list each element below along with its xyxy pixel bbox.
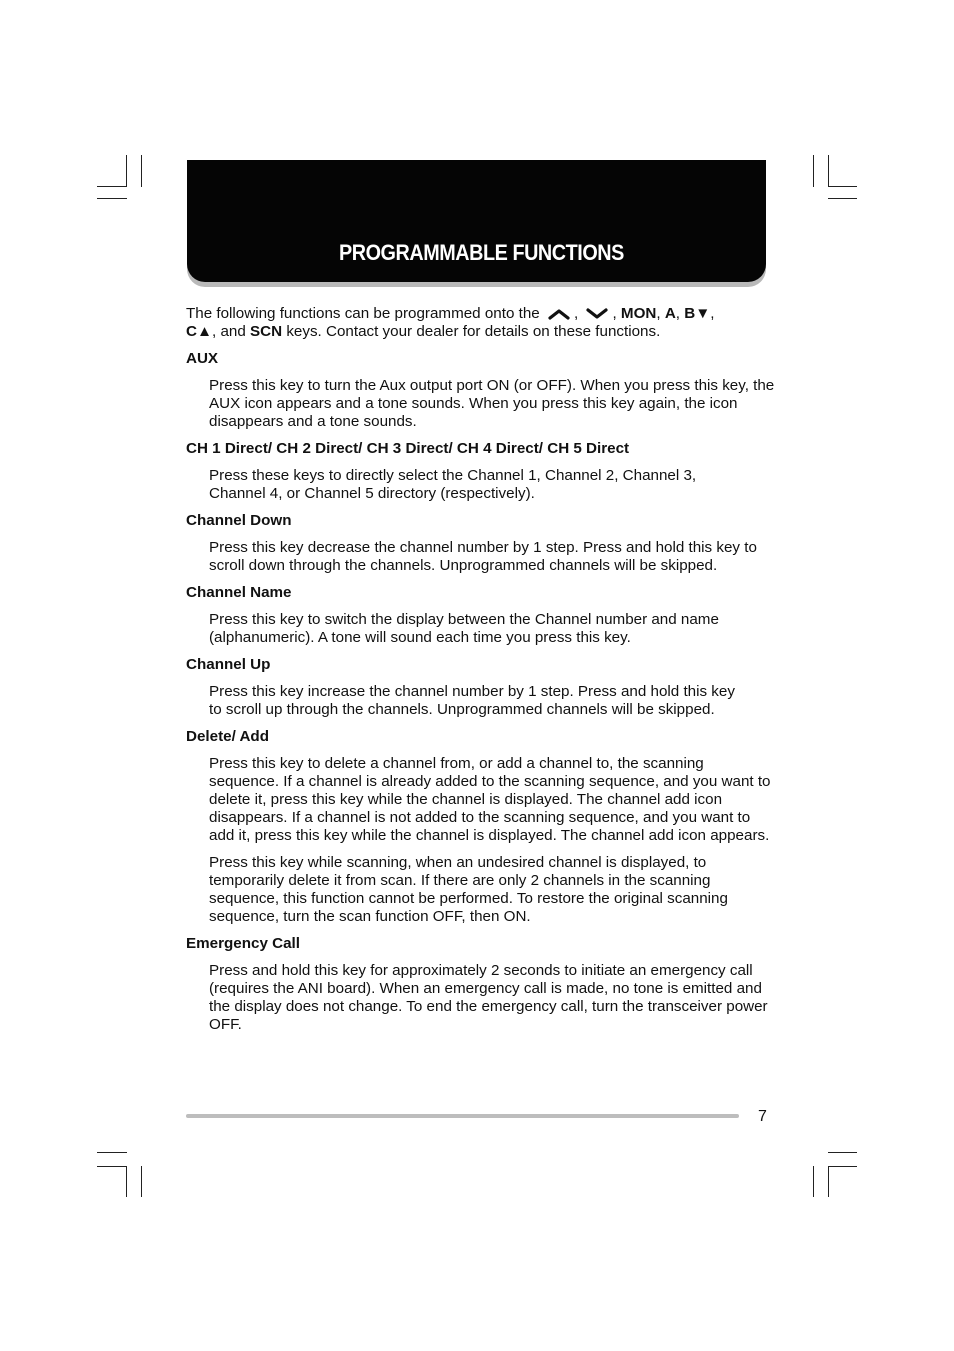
entry-description: Press this key increase the channel number by 1 step. Press and hold this key to scroll up through the channels. Unprogrammed channels will be skipped. [209,683,735,718]
intro-paragraph [186,305,776,341]
crop-mark [813,1166,814,1197]
crop-mark [97,1152,127,1153]
section-banner [187,160,766,282]
entry-title: Channel Down [186,512,292,529]
entry-description: Press and hold this key for approximately 2 seconds to initiate an emergency call (requires the ANI board). When an emergency call is made, no tone is emitted and the display does not change. To end the emergency call, turn the transceiver power OFF. [209,962,768,1033]
main-content [186,305,776,1043]
crop-mark [828,155,829,187]
entry-title: Channel Name [186,584,292,601]
intro-comma: , [710,305,715,322]
intro-text: The following functions can be programmed onto the [186,305,540,322]
entry-title: AUX [186,350,219,367]
intro-text: , and [212,323,246,340]
crop-mark [828,198,857,199]
crop-mark [828,1166,857,1167]
intro-comma: , [675,305,681,322]
key-b: B▼ [684,305,711,322]
crop-mark [97,198,127,199]
crop-mark [141,1166,142,1197]
entry-description: Press this key to switch the display between the Channel number and name (alphanumeric). A tone will sound each time you press this key. [209,611,719,646]
entry-title: Channel Up [186,656,271,673]
intro-comma: , [656,305,661,322]
crop-mark [828,1152,857,1153]
entry-description: Press these keys to directly select the Channel 1, Channel 2, Channel 3, Channel 4, or Channel 5 directory (respectively). [209,467,697,502]
crop-mark [813,155,814,187]
intro-comma: , [573,305,579,322]
crop-mark [141,155,142,187]
chevron-down-icon [585,307,609,321]
crop-mark [828,1166,829,1197]
entry-title: CH 1 Direct/ CH 2 Direct/ CH 3 Direct/ CH 4 Direct/ CH 5 Direct [186,440,630,457]
footer-rule [186,1114,739,1118]
intro-text: keys. Contact your dealer for details on these functions. [286,323,661,340]
chevron-up-icon [547,307,571,321]
intro-comma: , [612,305,617,322]
crop-mark [126,155,127,187]
page-number: 7 [758,1108,767,1125]
entry-description: Press this key while scanning, when an undesired channel is displayed, to temporarily delete it from scan. If there are only 2 channels in the scanning sequence, this function cannot be performed. To restore the original scanning sequence, turn the scan function OFF, then ON. [209,854,728,925]
entry-title: Delete/ Add [186,728,269,745]
crop-mark [97,186,127,187]
crop-mark [126,1166,127,1197]
crop-mark [97,1166,127,1167]
entry-description: Press this key to delete a channel from, or add a channel to, the scanning sequence. If a channel is already added to the scanning sequence, and you want to delete it, press this key while the channel is displayed. The channel add icon disappears. If a channel is not added to the scanning sequence, and you want to add it, press this key while the channel is displayed. The channel add icon appears. [209,755,771,844]
entry-description: Press this key decrease the channel number by 1 step. Press and hold this key to scroll down through the channels. Unprogrammed channels will be skipped. [209,539,757,574]
key-a: A [664,305,676,322]
key-scn: SCN [250,323,283,340]
crop-mark [828,186,857,187]
key-c: C▲ [186,323,212,340]
entry-description: Press this key to turn the Aux output port ON (or OFF). When you press this key, the AUX icon appears and a tone sounds. When you press this key again, the icon disappears and a tone sounds. [209,377,775,430]
key-mon: MON [620,305,657,322]
page-title: PROGRAMMABLE FUNCTIONS [339,240,624,265]
entry-title: Emergency Call [186,935,300,952]
